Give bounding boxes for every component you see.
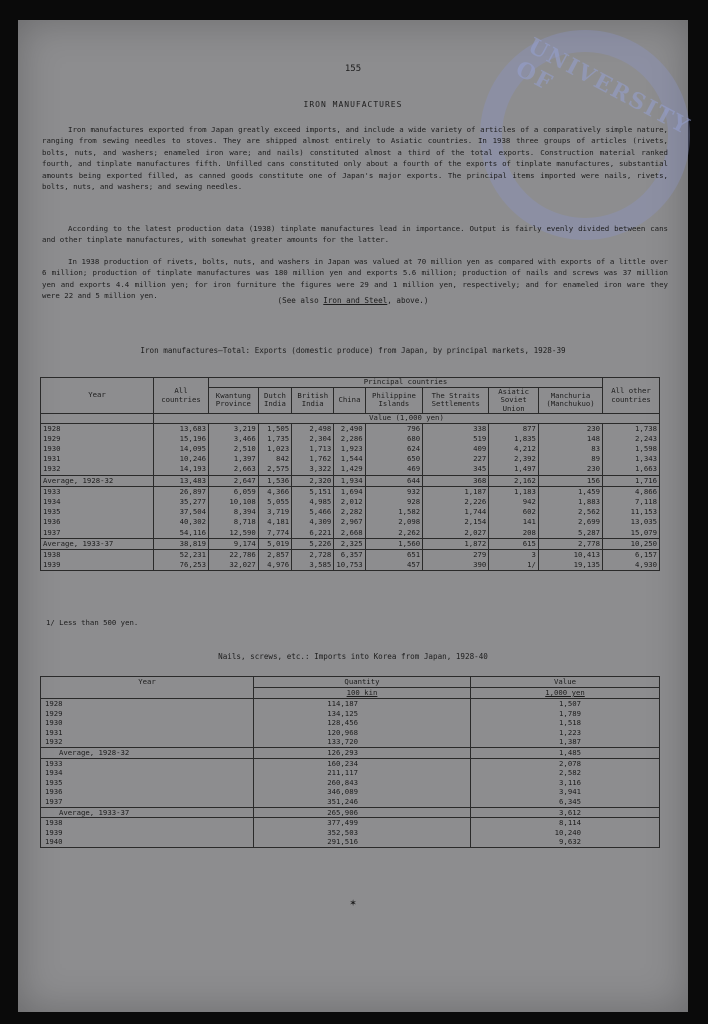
year-label: 1937	[43, 527, 61, 537]
table-cell: 148	[586, 433, 600, 443]
value-cell: 1,518	[559, 718, 581, 728]
table-cell: 2,243	[635, 433, 657, 443]
average-cell: 2,320	[292, 475, 334, 486]
quantity-cell: 291,516	[327, 837, 358, 847]
table-cell: 680	[406, 433, 421, 443]
table-cell: 1,397	[233, 454, 256, 464]
table-cell: 1,598	[635, 443, 657, 453]
table-cell: 1,923	[340, 443, 363, 453]
page-number: 155	[344, 64, 362, 74]
year-label: 1935	[43, 507, 61, 517]
table-cell: 390	[473, 560, 487, 570]
average-row	[41, 538, 660, 549]
table-cell: 4,309	[309, 517, 332, 527]
seal-lettering: UNIVERSITY OF	[511, 32, 695, 141]
t2-header-value: Value	[471, 677, 660, 688]
average-row	[41, 475, 660, 486]
table-cell: 1,187	[464, 486, 487, 496]
average-label: Average, 1928-32	[41, 747, 254, 758]
table-cell: 1,183	[513, 486, 536, 496]
year-label: 1929	[45, 708, 63, 718]
table-cell: 1,744	[464, 507, 487, 517]
table-cell: 1,735	[267, 433, 290, 443]
table-cell: 54,116	[179, 527, 206, 537]
table-cell: 650	[406, 454, 421, 464]
table-cell: 2,154	[464, 517, 487, 527]
average-value: 3,612	[471, 807, 660, 818]
table-row	[41, 423, 660, 475]
year-label: 1931	[45, 727, 63, 737]
average-row	[41, 747, 660, 758]
paragraph-1: Iron manufactures exported from Japan greatly exceed imports, and include a wide variety of articles of a comparatively simple nature, ranging from sewing needles to stoves. They are shipped almost entirely to Asiatic countries. In 1938 three groups of articles (rivets, bolts, nuts, and washers; enameled iron ware; and nails) constituted almost a third of the total exports. Construction material ranked fourth, and tinplate manufactures fifth. Unfilled cans constituted only about a fourth of the exports of tinplate manufactures, substantial amounts being exported filled, as canned goods constitute one of Japan's major exports. The principal items imported were nails, rivets, bolts, nuts, and washers; and sewing needles.	[42, 125, 668, 192]
t2-value-unit: 1,000 yen	[545, 688, 585, 697]
table-cell: 5,055	[267, 496, 290, 506]
col-header-all: All countries	[154, 378, 209, 414]
paragraph-3: In 1938 production of rivets, bolts, nuts, and washers in Japan was valued at 70 million yen as compared with exports of a little over 6 million; production of tinplate manufactures was 180 million yen and exports 5.6 million; production of nails and screws was 37 million yen and exports 4.4 million yen; for iron furniture the figures were 29 and 1 million yen, respectively; and for enameled iron ware they were 22 and 5 million yen.	[42, 257, 668, 301]
quantity-cell: 114,187	[327, 699, 358, 708]
table-cell: 13,035	[630, 517, 657, 527]
average-value: 1,485	[471, 747, 660, 758]
quantity-cell: 260,843	[327, 777, 358, 787]
average-label: Average, 1933-37	[41, 538, 154, 549]
table-cell: 1,582	[398, 507, 421, 517]
table-cell: 8,394	[233, 507, 256, 517]
year-label: 1935	[45, 777, 63, 787]
table-cell: 4,976	[267, 560, 290, 570]
table-cell: 519	[473, 433, 487, 443]
table-cell: 279	[473, 549, 487, 559]
table-cell: 796	[406, 423, 421, 433]
table-cell: 6,157	[635, 549, 657, 559]
table-cell: 2,262	[398, 527, 421, 537]
year-label: 1937	[45, 796, 63, 806]
average-cell: 2,325	[334, 538, 365, 549]
average-quantity: 265,906	[254, 807, 471, 818]
table-cell: 469	[406, 464, 421, 474]
document-page	[18, 20, 695, 1012]
average-label: Average, 1928-32	[41, 475, 154, 486]
table-cell: 1,459	[578, 486, 600, 496]
table-cell: 3,219	[233, 423, 256, 433]
table-cell: 19,135	[573, 560, 600, 570]
t2-quantity-unit: 100 kin	[346, 688, 378, 697]
average-cell: 2,778	[538, 538, 602, 549]
quantity-cell: 211,117	[327, 768, 358, 778]
average-cell: 1,872	[423, 538, 489, 549]
table-cell: 3	[531, 549, 536, 559]
table-cell: 4,930	[635, 560, 657, 570]
table-cell: 1,429	[340, 464, 363, 474]
table-cell: 10,246	[179, 454, 206, 464]
year-label: 1933	[45, 758, 63, 768]
value-cell: 2,078	[559, 758, 581, 768]
table-cell: 6,357	[340, 549, 363, 559]
page-title: IRON MANUFACTURES	[303, 100, 403, 109]
col-header-manchuria: Manchuria (Manchukuo)	[538, 387, 602, 414]
table-cell: 1,713	[309, 443, 332, 453]
table-cell: 2,510	[233, 443, 256, 453]
quantity-cell: 352,503	[327, 827, 358, 837]
col-header-british-india: British India	[292, 387, 334, 414]
see-also-link[interactable]: Iron and Steel	[323, 296, 388, 305]
col-header-china: China	[334, 387, 365, 414]
table-cell: 3,322	[309, 464, 332, 474]
table-cell: 2,012	[340, 496, 363, 506]
table-cell: 2,663	[233, 464, 256, 474]
table-cell: 3,585	[309, 560, 332, 570]
table-row	[41, 549, 660, 570]
value-cell: 1,387	[559, 737, 581, 747]
year-label: 1930	[43, 443, 61, 453]
table-cell: 1,835	[513, 433, 536, 443]
table-cell: 1,694	[340, 486, 363, 496]
value-cell: 9,632	[559, 837, 581, 847]
quantity-cell: 351,246	[327, 796, 358, 806]
table-cell: 15,196	[179, 433, 206, 443]
average-cell: 156	[538, 475, 602, 486]
table-cell: 52,231	[179, 549, 206, 559]
year-label: 1939	[43, 560, 61, 570]
table-cell: 26,897	[179, 486, 206, 496]
year-label: 1933	[43, 486, 61, 496]
average-cell: 9,174	[209, 538, 259, 549]
table-cell: 7,774	[267, 527, 290, 537]
table-row	[41, 699, 660, 748]
table-cell: 13,683	[179, 423, 206, 433]
year-label: 1938	[43, 549, 61, 559]
t2-header-year: Year	[41, 677, 254, 699]
year-label: 1932	[45, 737, 63, 747]
year-label: 1934	[45, 768, 63, 778]
average-cell: 1,934	[334, 475, 365, 486]
table-cell: 5,287	[578, 527, 600, 537]
table-cell: 2,286	[340, 433, 363, 443]
table-cell: 4,985	[309, 496, 332, 506]
table-cell: 12,590	[229, 527, 256, 537]
quantity-cell: 120,968	[327, 727, 358, 737]
col-header-dutch-india: Dutch India	[258, 387, 291, 414]
table-cell: 1,762	[309, 454, 332, 464]
table-cell: 2,304	[309, 433, 332, 443]
exports-table	[40, 377, 660, 571]
table-cell: 208	[522, 527, 536, 537]
quantity-cell: 128,456	[327, 718, 358, 728]
value-cell: 3,941	[559, 787, 581, 797]
see-also-note: (See also Iron and Steel, above.)	[277, 296, 429, 305]
imports-table	[40, 676, 660, 848]
average-cell: 2,647	[209, 475, 259, 486]
average-cell: 1,536	[258, 475, 291, 486]
average-cell: 10,250	[603, 538, 660, 549]
table-cell: 6,059	[233, 486, 256, 496]
table-cell: 14,095	[179, 443, 206, 453]
table-cell: 1,343	[635, 454, 657, 464]
table-cell: 1,505	[267, 423, 290, 433]
col-header-year: Year	[41, 378, 154, 414]
table-cell: 1,883	[578, 496, 600, 506]
quantity-cell: 377,499	[327, 818, 358, 828]
table-cell: 1,738	[635, 423, 657, 433]
year-label: 1938	[45, 818, 63, 828]
quantity-cell: 160,234	[327, 758, 358, 768]
value-cell: 1,507	[559, 699, 581, 708]
table-cell: 932	[406, 486, 421, 496]
average-cell: 1,560	[365, 538, 422, 549]
value-cell: 2,582	[559, 768, 581, 778]
table1-footnote: 1/ Less than 500 yen.	[46, 618, 139, 627]
average-quantity: 126,293	[254, 747, 471, 758]
average-cell: 2,162	[489, 475, 539, 486]
table-cell: 227	[473, 454, 487, 464]
table-row	[41, 818, 660, 848]
table-cell: 928	[406, 496, 421, 506]
imports-table-body	[41, 699, 660, 848]
table1-caption: Iron manufactures—Total: Exports (domestic produce) from Japan, by principal markets, 1928-39	[140, 346, 566, 355]
table-cell: 624	[406, 443, 421, 453]
table-cell: 32,027	[229, 560, 256, 570]
table-cell: 2,282	[340, 507, 363, 517]
table-cell: 14,193	[179, 464, 206, 474]
table-cell: 3,719	[267, 507, 290, 517]
quantity-cell: 134,125	[327, 708, 358, 718]
table-cell: 2,392	[513, 454, 536, 464]
average-cell: 5,019	[258, 538, 291, 549]
table-row	[41, 486, 660, 538]
table-cell: 2,226	[464, 496, 487, 506]
table-cell: 5,466	[309, 507, 332, 517]
year-label: 1929	[43, 433, 61, 443]
table-cell: 230	[586, 464, 600, 474]
table-cell: 457	[406, 560, 421, 570]
value-cell: 10,240	[554, 827, 581, 837]
table-cell: 89	[591, 454, 600, 464]
year-label: 1936	[43, 517, 61, 527]
year-label: 1928	[45, 699, 63, 708]
table-cell: 2,967	[340, 517, 363, 527]
table-cell: 22,786	[229, 549, 256, 559]
quantity-cell: 133,720	[327, 737, 358, 747]
col-header-kwantung: Kwantung Province	[209, 387, 259, 414]
col-header-other: All other countries	[603, 378, 660, 414]
table-cell: 2,668	[340, 527, 363, 537]
table-cell: 2,575	[267, 464, 290, 474]
average-cell: 5,226	[292, 538, 334, 549]
quantity-cell: 346,089	[327, 787, 358, 797]
col-header-philippine: Philippine Islands	[365, 387, 422, 414]
table-cell: 15,079	[630, 527, 657, 537]
table-cell: 37,504	[179, 507, 206, 517]
table-cell: 11,153	[630, 507, 657, 517]
table-cell: 4,866	[635, 486, 657, 496]
average-cell: 615	[489, 538, 539, 549]
table-cell: 338	[473, 423, 487, 433]
value-cell: 3,116	[559, 777, 581, 787]
table-cell: 4,212	[513, 443, 536, 453]
value-cell: 1,789	[559, 708, 581, 718]
table-cell: 10,753	[336, 560, 363, 570]
table-cell: 40,302	[179, 517, 206, 527]
table-cell: 1,497	[513, 464, 536, 474]
table-cell: 602	[522, 507, 536, 517]
year-label: 1928	[43, 423, 61, 433]
year-label: 1936	[45, 787, 63, 797]
average-row	[41, 807, 660, 818]
table-cell: 76,253	[179, 560, 206, 570]
year-label: 1939	[45, 827, 63, 837]
table-cell: 842	[275, 454, 290, 464]
table-cell: 8,718	[233, 517, 256, 527]
value-cell: 1,223	[559, 727, 581, 737]
table-cell: 877	[522, 423, 536, 433]
year-label: 1940	[45, 837, 63, 847]
table-cell: 4,366	[267, 486, 290, 496]
average-cell: 1,716	[603, 475, 660, 486]
average-cell: 368	[423, 475, 489, 486]
end-ornament: ✶	[349, 896, 357, 909]
table-cell: 942	[522, 496, 536, 506]
table-cell: 2,857	[267, 549, 290, 559]
table-cell: 1,544	[340, 454, 363, 464]
table-cell: 1,663	[635, 464, 657, 474]
average-cell: 13,483	[154, 475, 209, 486]
table-row	[41, 758, 660, 807]
table-cell: 2,728	[309, 549, 332, 559]
table-cell: 2,490	[340, 423, 363, 433]
table-cell: 1,023	[267, 443, 290, 453]
year-label: 1932	[43, 464, 61, 474]
table-cell: 230	[586, 423, 600, 433]
table-cell: 651	[406, 549, 421, 559]
table-cell: 7,118	[635, 496, 657, 506]
year-label: 1931	[43, 454, 61, 464]
table-cell: 2,498	[309, 423, 332, 433]
paragraph-2: According to the latest production data (1938) tinplate manufactures lead in importance. Output is fairly evenly divided between cans and other tinplate manufactures, with somewhat greater amounts for the latter.	[42, 224, 668, 245]
table-cell: 2,098	[398, 517, 421, 527]
unit-row: Value (1,000 yen)	[154, 414, 660, 424]
col-header-soviet: Asiatic Soviet Union	[489, 387, 539, 414]
table-cell: 35,277	[179, 496, 206, 506]
table-cell: 10,413	[573, 549, 600, 559]
value-cell: 8,114	[559, 818, 581, 828]
table-cell: 10,108	[229, 496, 256, 506]
year-label: 1930	[45, 718, 63, 728]
table-cell: 4,181	[267, 517, 290, 527]
average-cell: 38,819	[154, 538, 209, 549]
table-cell: 6,221	[309, 527, 332, 537]
table-cell: 2,562	[578, 507, 600, 517]
table-cell: 1/	[527, 560, 536, 570]
t2-header-quantity: Quantity	[254, 677, 471, 688]
exports-table-body	[41, 423, 660, 571]
table-cell: 141	[522, 517, 536, 527]
year-label: 1934	[43, 496, 61, 506]
col-header-principal: Principal countries	[209, 378, 603, 388]
average-cell: 644	[365, 475, 422, 486]
table-cell: 5,151	[309, 486, 332, 496]
average-label: Average, 1933-37	[41, 807, 254, 818]
table-cell: 3,466	[233, 433, 256, 443]
table-cell: 409	[473, 443, 487, 453]
value-cell: 6,345	[559, 796, 581, 806]
col-header-straits: The Straits Settlements	[423, 387, 489, 414]
table-cell: 2,699	[578, 517, 600, 527]
table-cell: 2,027	[464, 527, 487, 537]
table2-caption: Nails, screws, etc.: Imports into Korea from Japan, 1928-40	[218, 652, 488, 661]
table-cell: 345	[473, 464, 487, 474]
table-cell: 83	[591, 443, 600, 453]
